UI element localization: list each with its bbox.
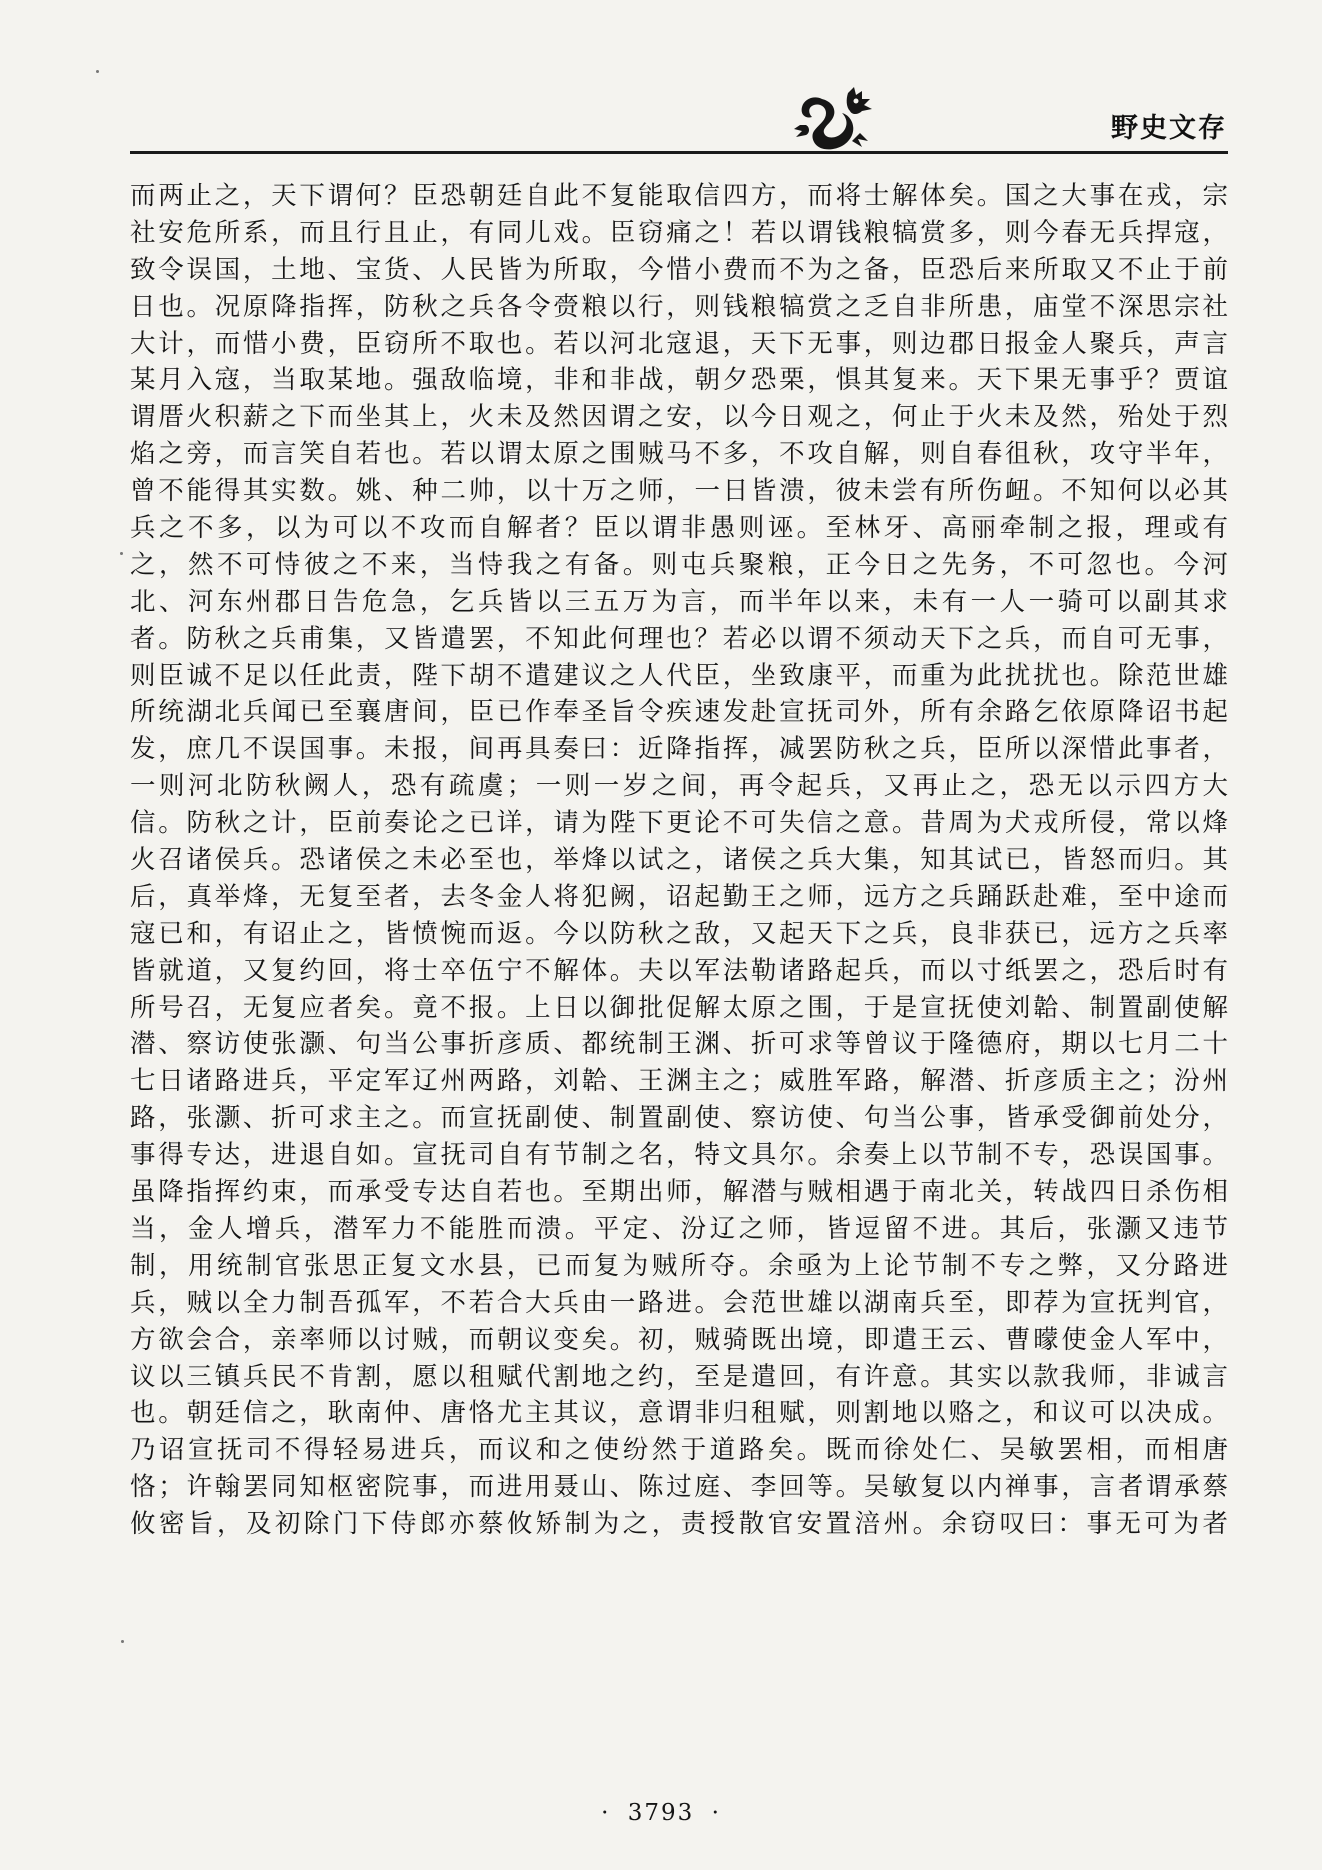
text-line: 恪；许翰罢同知枢密院事，而进用聂山、陈过庭、李回等。吴敏复以内禅事，言者谓承蔡 [130,1472,1228,1503]
footer-dot-left: · [601,1800,611,1826]
text-line: 日也。况原降指挥，防秋之兵各令赍粮以行，则钱粮犒赏之乏自非所患，庙堂不深思宗社 [130,291,1228,322]
text-line: 也。朝廷信之，耿南仲、唐恪尤主其议，意谓非归租赋，则割地以赂之，和议可以决成。 [130,1398,1228,1429]
text-line: 则臣诚不足以任此责，陛下胡不遣建议之人代臣，坐致康平，而重为此扰扰也。除范世雄 [130,660,1228,691]
text-line: 发，庶几不误国事。未报，间再具奏曰：近降指挥，减罢防秋之兵，臣所以深惜此事者， [130,734,1228,765]
text-line: 所统湖北兵闻已至襄唐间，臣已作奉圣旨令疾速发赴宣抚司外，所有余路乞依原降诏书起 [130,697,1228,728]
text-line: 议以三镇兵民不肯割，愿以租赋代割地之约，至是遣回，有许意。其实以款我师，非诚言 [130,1361,1228,1392]
text-line: 火召诸侯兵。恐诸侯之未必至也，举烽以试之，诸侯之兵大集，知其试已，皆怒而归。其 [130,845,1228,876]
text-line: 兵之不多，以为可以不攻而自解者？臣以谓非愚则诬。至林牙、高丽牵制之报，理或有 [130,513,1228,544]
text-line: 谓厝火积薪之下而坐其上，火未及然因谓之安，以今日观之，何止于火未及然，殆处于烈 [130,402,1228,433]
text-line: 焰之旁，而言笑自若也。若以谓太原之围贼马不多，不攻自解，则自春徂秋，攻守半年， [130,439,1228,470]
text-line: 后，真举烽，无复至者，去冬金人将犯阙，诏起勤王之师，远方之兵踊跃赴难，至中途而 [130,881,1228,912]
text-line: 制，用统制官张思正复文水县，已而复为贼所夺。余亟为上论节制不专之弊，又分路进 [130,1250,1228,1281]
text-line: 一则河北防秋阙人，恐有疏虞；一则一岁之间，再令起兵，又再止之，恐无以示四方大 [130,771,1228,802]
text-line: 所号召，无复应者矣。竟不报。上日以御批促解太原之围，于是宣抚使刘韐、制置副使解 [130,992,1228,1023]
text-line: 某月入寇，当取某地。强敌临境，非和非战，朝夕恐栗，惧其复来。天下果无事乎？贾谊 [130,365,1228,396]
text-line: 兵，贼以全力制吾孤军，不若合大兵由一路进。会范世雄以湖南兵至，即荐为宣抚判官， [130,1287,1228,1318]
header-rule [130,151,1228,154]
text-line: 攸密旨，及初除门下侍郎亦蔡攸矫制为之，责授散官安置涪州。余窃叹曰：事无可为者 [130,1509,1228,1540]
series-title: 野史文存 [1111,113,1227,144]
scan-speck [120,552,123,555]
text-line: 虽降指挥约束，而承受专达自若也。至期出师，解潜与贼相遇于南北关，转战四日杀伤相 [130,1177,1228,1208]
text-line: 七日诸路进兵，平定军辽州两路，刘韐、王渊主之；威胜军路，解潜、折彦质主之；汾州 [130,1066,1228,1097]
body-text [130,178,1228,1543]
page-number: 3793 [627,1800,695,1826]
text-line: 者。防秋之兵甫集，又皆遣罢，不知此何理也？若必以谓不须动天下之兵，而自可无事， [130,623,1228,654]
text-line: 乃诏宣抚司不得轻易进兵，而议和之使纷然于道路矣。既而徐处仁、吴敏罢相，而相唐 [130,1435,1228,1466]
text-line: 路，张灏、折可求主之。而宣抚副使、制置副使、察访使、句当公事，皆承受御前处分， [130,1103,1228,1134]
text-line: 而两止之，天下谓何？臣恐朝廷自此不复能取信四方，而将士解体矣。国之大事在戎，宗 [130,181,1228,211]
scan-speck [121,1640,124,1643]
text-line: 潜、察访使张灏、句当公事折彦质、都统制王渊、折可求等曾议于隆德府，期以七月二十 [130,1029,1228,1060]
scan-speck [96,70,99,73]
text-line: 皆就道，又复约回，将士卒伍宁不解体。夫以军法勒诸路起兵，而以寸纸罢之，恐后时有 [130,955,1228,986]
dragon-emblem-icon [792,85,880,157]
text-line: 致令误国，土地、宝货、人民皆为所取，今惜小费而不为之备，臣恐后来所取又不止于前 [130,254,1228,285]
text-line: 当，金人增兵，潜军力不能胜而溃。平定、汾辽之师，皆逗留不进。其后，张灏又违节 [130,1213,1228,1244]
text-line: 社安危所系，而且行且止，有同儿戏。臣窃痛之！若以谓钱粮犒赏多，则今春无兵捍寇， [130,217,1228,248]
text-line: 大计，而惜小费，臣窃所不取也。若以河北寇退，天下无事，则边郡日报金人聚兵，声言 [130,328,1228,359]
text-line: 信。防秋之计，臣前奏论之已详，请为陛下更论不可失信之意。昔周为犬戎所侵，常以烽 [130,808,1228,839]
text-line: 寇已和，有诏止之，皆愤惋而返。今以防秋之敌，又起天下之兵，良非获已，远方之兵率 [130,918,1228,949]
text-line: 之，然不可恃彼之不来，当恃我之有备。则屯兵聚粮，正今日之先务，不可忽也。今河 [130,549,1228,580]
text-line: 北、河东州郡日告危急，乞兵皆以三五万为言，而半年以来，未有一人一骑可以副其求 [130,586,1228,617]
text-line: 事得专达，进退自如。宣抚司自有节制之名，特文具尔。余奏上以节制不专，恐误国事。 [130,1140,1228,1171]
page-header [0,0,1322,160]
footer-dot-right: · [711,1800,721,1826]
text-line: 曾不能得其实数。姚、种二帅，以十万之师，一日皆溃，彼未尝有所伤衄。不知何以必其 [130,476,1228,507]
text-line: 方欲会合，亲率师以讨贼，而朝议变矣。初，贼骑既出境，即遣王云、曹曚使金人军中， [130,1324,1228,1355]
page-footer [0,1800,1322,1826]
